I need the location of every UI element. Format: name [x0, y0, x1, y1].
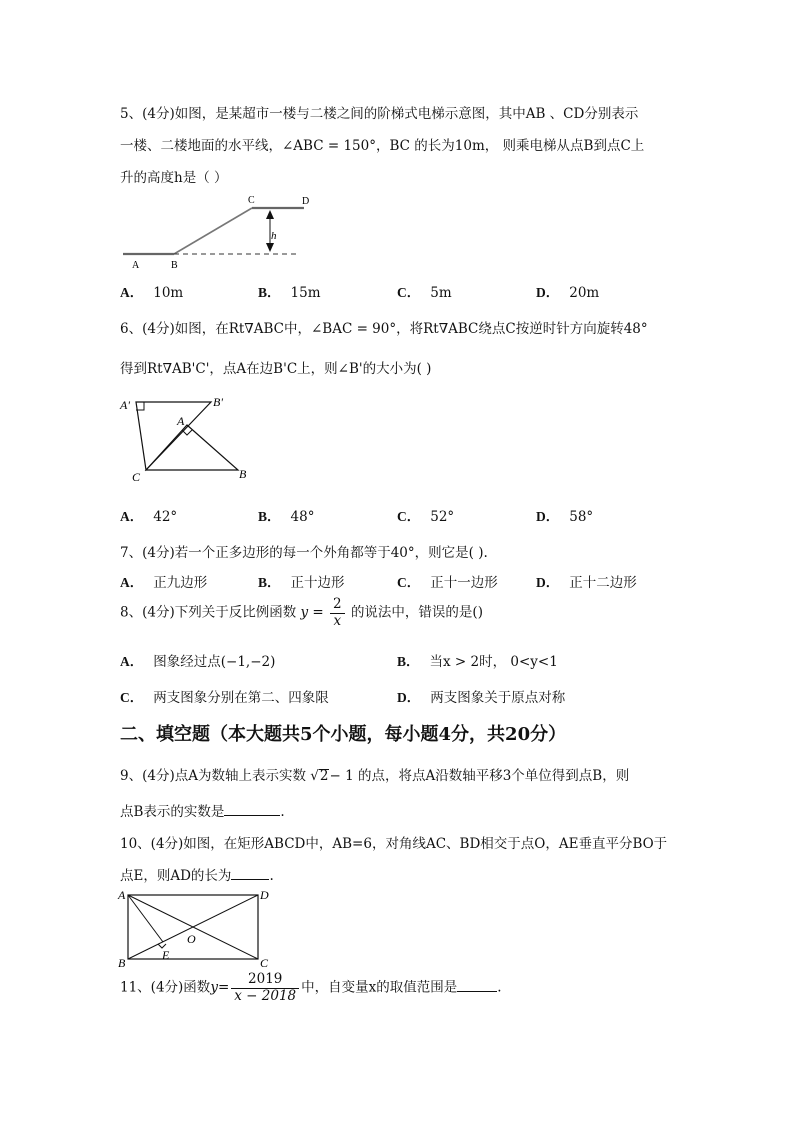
- q5-option-a[interactable]: A． 10m: [120, 285, 184, 301]
- q7-line-1: 7、(4分)若一个正多边形的每一个外角都等于40°，则它是( ).: [120, 545, 488, 561]
- q8-fraction: $\frac{2}{x}$: [330, 597, 345, 629]
- label-a-prime: A': [120, 398, 130, 412]
- q11-answer-blank[interactable]: [457, 978, 497, 992]
- q10-rectangle-figure: [116, 885, 276, 970]
- label-b: B: [239, 467, 247, 481]
- q10-line-1: 10、(4分)如图，在矩形ABCD中，AB=6，对角线AC、BD相交于点O，AE垂直平分BO于: [120, 836, 668, 852]
- q5-line-2: 一楼、二楼地面的水平线，∠ABC = 150°，BC 的长为10m， 则乘电梯从点B到点C上: [120, 138, 645, 154]
- label-c: C: [132, 470, 141, 484]
- q6-line-1: 6、(4分)如图，在Rt∇ABC中，∠BAC = 90°，将Rt∇ABC绕点C按逆时针方向旋转48°: [120, 321, 648, 337]
- label-a: A: [177, 414, 185, 428]
- label-d: D: [302, 196, 310, 207]
- q11-line-1: 11、(4分)函数y= $\frac{2019}{x - 2018}$ 中，自变量x的取值范围是 .: [120, 971, 502, 1004]
- label-a: A: [132, 260, 140, 271]
- label-o: O: [187, 932, 196, 946]
- label-h: h: [271, 230, 277, 242]
- label-d: D: [260, 888, 269, 902]
- label-c: C: [260, 956, 269, 970]
- q5-option-d[interactable]: D． 20m: [536, 285, 600, 301]
- q9-line-1: 9、(4分)点A为数轴上表示实数 √2− 1 的点，将点A沿数轴平移3个单位得到点B，则: [120, 768, 630, 784]
- label-a: A: [118, 888, 126, 902]
- q5-line-1: 5、(4分)如图，是某超市一楼与二楼之间的阶梯式电梯示意图，其中AB 、CD分别表示: [120, 106, 639, 122]
- q6-option-a[interactable]: A． 42°: [120, 509, 178, 525]
- q6-option-b[interactable]: B． 48°: [258, 509, 315, 525]
- q9-answer-blank[interactable]: [224, 802, 280, 816]
- label-b-prime: B': [213, 395, 223, 409]
- q8-option-d[interactable]: D． 两支图象关于原点对称: [397, 690, 566, 706]
- q5-option-c[interactable]: C． 5m: [397, 285, 452, 301]
- q10-answer-blank[interactable]: [231, 866, 269, 880]
- label-b: B: [118, 956, 126, 970]
- q5-escalator-figure: [118, 192, 318, 272]
- q7-option-a[interactable]: A． 正九边形: [120, 575, 208, 591]
- escalator-line-bc: [174, 208, 252, 254]
- q11-fraction: $\frac{2019}{x - 2018}$: [231, 972, 299, 1004]
- q7-option-c[interactable]: C． 正十一边形: [397, 575, 498, 591]
- label-c: C: [248, 195, 255, 206]
- sqrt-expression: √2− 1: [310, 768, 354, 784]
- q8-option-c[interactable]: C． 两支图象分别在第二、四象限: [120, 690, 329, 706]
- q5-option-b[interactable]: B． 15m: [258, 285, 321, 301]
- q8-line-1: 8、(4分)下列关于反比例函数 y = $\frac{2}{x}$ 的说法中，错误的是(): [120, 596, 483, 629]
- q9-line-2: 点B表示的实数是 .: [120, 804, 285, 820]
- label-e: E: [162, 948, 170, 962]
- q6-line-2: 得到Rt∇AB'C'，点A在边B'C上，则∠B'的大小为( ): [120, 361, 432, 377]
- q6-option-c[interactable]: C． 52°: [397, 509, 455, 525]
- original-triangle: [146, 425, 238, 470]
- q5-line-3: 升的高度h是（ ）: [120, 170, 228, 186]
- q7-option-b[interactable]: B． 正十边形: [258, 575, 345, 591]
- q8-option-b[interactable]: B． 当x > 2时， 0<y<1: [397, 654, 558, 670]
- section-2-title: 二、填空题（本大题共5个小题，每小题4分，共20分）: [120, 724, 567, 745]
- q6-option-d[interactable]: D． 58°: [536, 509, 594, 525]
- label-b: B: [171, 260, 178, 271]
- q10-line-2: 点E，则AD的长为 .: [120, 868, 274, 884]
- q6-triangle-figure: [116, 392, 261, 487]
- q8-option-a[interactable]: A． 图象经过点(−1,−2): [120, 654, 276, 670]
- q7-option-d[interactable]: D． 正十二边形: [536, 575, 637, 591]
- segment-ae: [128, 895, 163, 942]
